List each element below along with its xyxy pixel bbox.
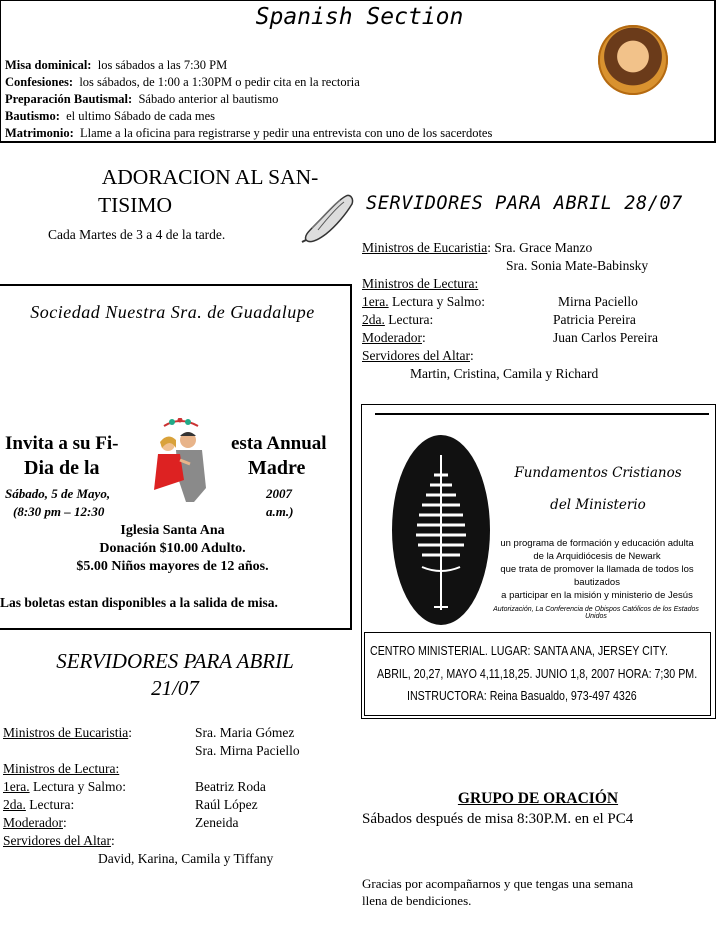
grupo-title: GRUPO DE ORACIÓN (457, 790, 619, 807)
lectura2-21: 2da. Lectura: (3, 797, 75, 812)
place: Iglesia Santa Ana (120, 523, 225, 538)
sociedad-title: Sociedad Nuestra Sra. de Guadalupe (30, 302, 315, 322)
lectura2-28-name: Patricia Pereira (553, 312, 636, 327)
moderador-21: Moderador: (3, 815, 67, 830)
fundamentos-autorizacion: Autorización, La Conferencia de Obispos Católicos de los Estados Unidos (493, 606, 699, 620)
section-title: Spanish Section (255, 4, 464, 30)
schedule-line-bautismo: Bautismo: el ultimo Sábado de cada mes (5, 109, 216, 123)
eucaristia-28-second: Sra. Sonia Mate-Babinsky (506, 258, 649, 273)
grupo-line: Sábados después de misa 8:30P.M. en el PC4 (362, 811, 634, 827)
gracias-line-2: llena de bendiciones. (362, 893, 472, 908)
fundamentos-title-2: del Ministerio (550, 497, 646, 513)
schedule-line-misa: Misa dominical: los sábados a las 7:30 PM (5, 58, 228, 72)
schedule-line-preparacion: Preparación Bautismal: Sábado anterior al bautismo (5, 92, 279, 106)
dia-left: Dia de la (24, 457, 100, 479)
date-right: 2007 (266, 486, 292, 501)
servidores-28-title: SERVIDORES PARA ABRIL 28/07 (366, 193, 683, 214)
dancing-couple-icon (144, 418, 216, 504)
eucaristia-21-first: Sra. Maria Gómez (195, 725, 295, 740)
invita-right: esta Annual (231, 433, 327, 454)
fundamentos-desc: un programa de formación y educación adulta de la Arquidiócesis de Newark que trata de promover la llamada de todos los bautizados a participar en la misión y ministerio de Jesús (500, 538, 694, 601)
altar-28-label: Servidores del Altar: (362, 348, 474, 363)
adoracion-subtitle: Cada Martes de 3 a 4 de la tarde. (48, 227, 226, 242)
eucaristia-28: Ministros de Eucaristia: Sra. Grace Manzo (362, 240, 593, 255)
altar-21-label: Servidores del Altar: (3, 833, 115, 848)
eucaristia-21-label: Ministros de Eucaristia: (3, 725, 132, 740)
time-right: a.m.) (266, 504, 294, 519)
lectura2-21-name: Raúl López (195, 797, 258, 812)
virgin-of-guadalupe-icon (598, 25, 668, 95)
date-left: Sábado, 5 de Mayo, (5, 486, 111, 501)
gracias-line-1: Gracias por acompañarnos y que tengas una semana (362, 876, 634, 891)
adoracion-title: ADORACION AL SAN- TISIMO (97, 165, 319, 217)
praying-hands-icon (300, 192, 356, 244)
altar-28-names: Martin, Cristina, Camila y Richard (410, 366, 599, 381)
lectura1-28-name: Mirna Paciello (558, 294, 638, 309)
centro-line-2: ABRIL, 20,27, MAYO 4,11,18,25. JUNIO 1,8, 2007 HORA: 7;30 PM. (377, 666, 698, 681)
invita-left: Invita a su Fi- (5, 433, 119, 454)
centro-line-3: INSTRUCTORA: Reina Basualdo, 973-497 4326 (407, 688, 637, 703)
centro-line-1: CENTRO MINISTERIAL. LUGAR: SANTA ANA, JERSEY CITY. (370, 643, 668, 658)
eucaristia-21-second: Sra. Mirna Paciello (195, 743, 300, 758)
moderador-28: Moderador: (362, 330, 426, 345)
moderador-21-name: Zeneida (195, 815, 239, 830)
dia-right: Madre (248, 457, 306, 479)
lectura1-21-name: Beatriz Roda (195, 779, 266, 794)
lectura1-28: 1era. Lectura y Salmo: (362, 294, 485, 309)
schedule-line-confesiones: Confesiones: los sábados, de 1:00 a 1:30PM o pedir cita en la rectoria (5, 75, 360, 89)
ninos: $5.00 Niños mayores de 12 años. (76, 559, 269, 574)
lectura-21-label: Ministros de Lectura: (3, 761, 120, 776)
lectura-28-label: Ministros de Lectura: (362, 276, 479, 291)
altar-21-names: David, Karina, Camila y Tiffany (98, 851, 274, 866)
lectura2-28: 2da. Lectura: (362, 312, 434, 327)
fundamentos-title-1: Fundamentos Cristianos (514, 465, 682, 481)
servidores-21-title: SERVIDORES PARA ABRIL 21/07 (56, 649, 294, 700)
lectura1-21: 1era. Lectura y Salmo: (3, 779, 126, 794)
boletas: Las boletas estan disponibles a la salida de misa. (0, 595, 278, 610)
cross-logo-icon (392, 435, 490, 625)
flyer-rule (375, 413, 709, 415)
moderador-28-name: Juan Carlos Pereira (553, 330, 658, 345)
time-left: (8:30 pm – 12:30 (13, 504, 105, 519)
schedule-line-matrimonio: Matrimonio: Llame a la oficina para registrarse y pedir una entrevista con uno de los sacerdotes (5, 126, 493, 140)
donacion: Donación $10.00 Adulto. (99, 541, 246, 556)
